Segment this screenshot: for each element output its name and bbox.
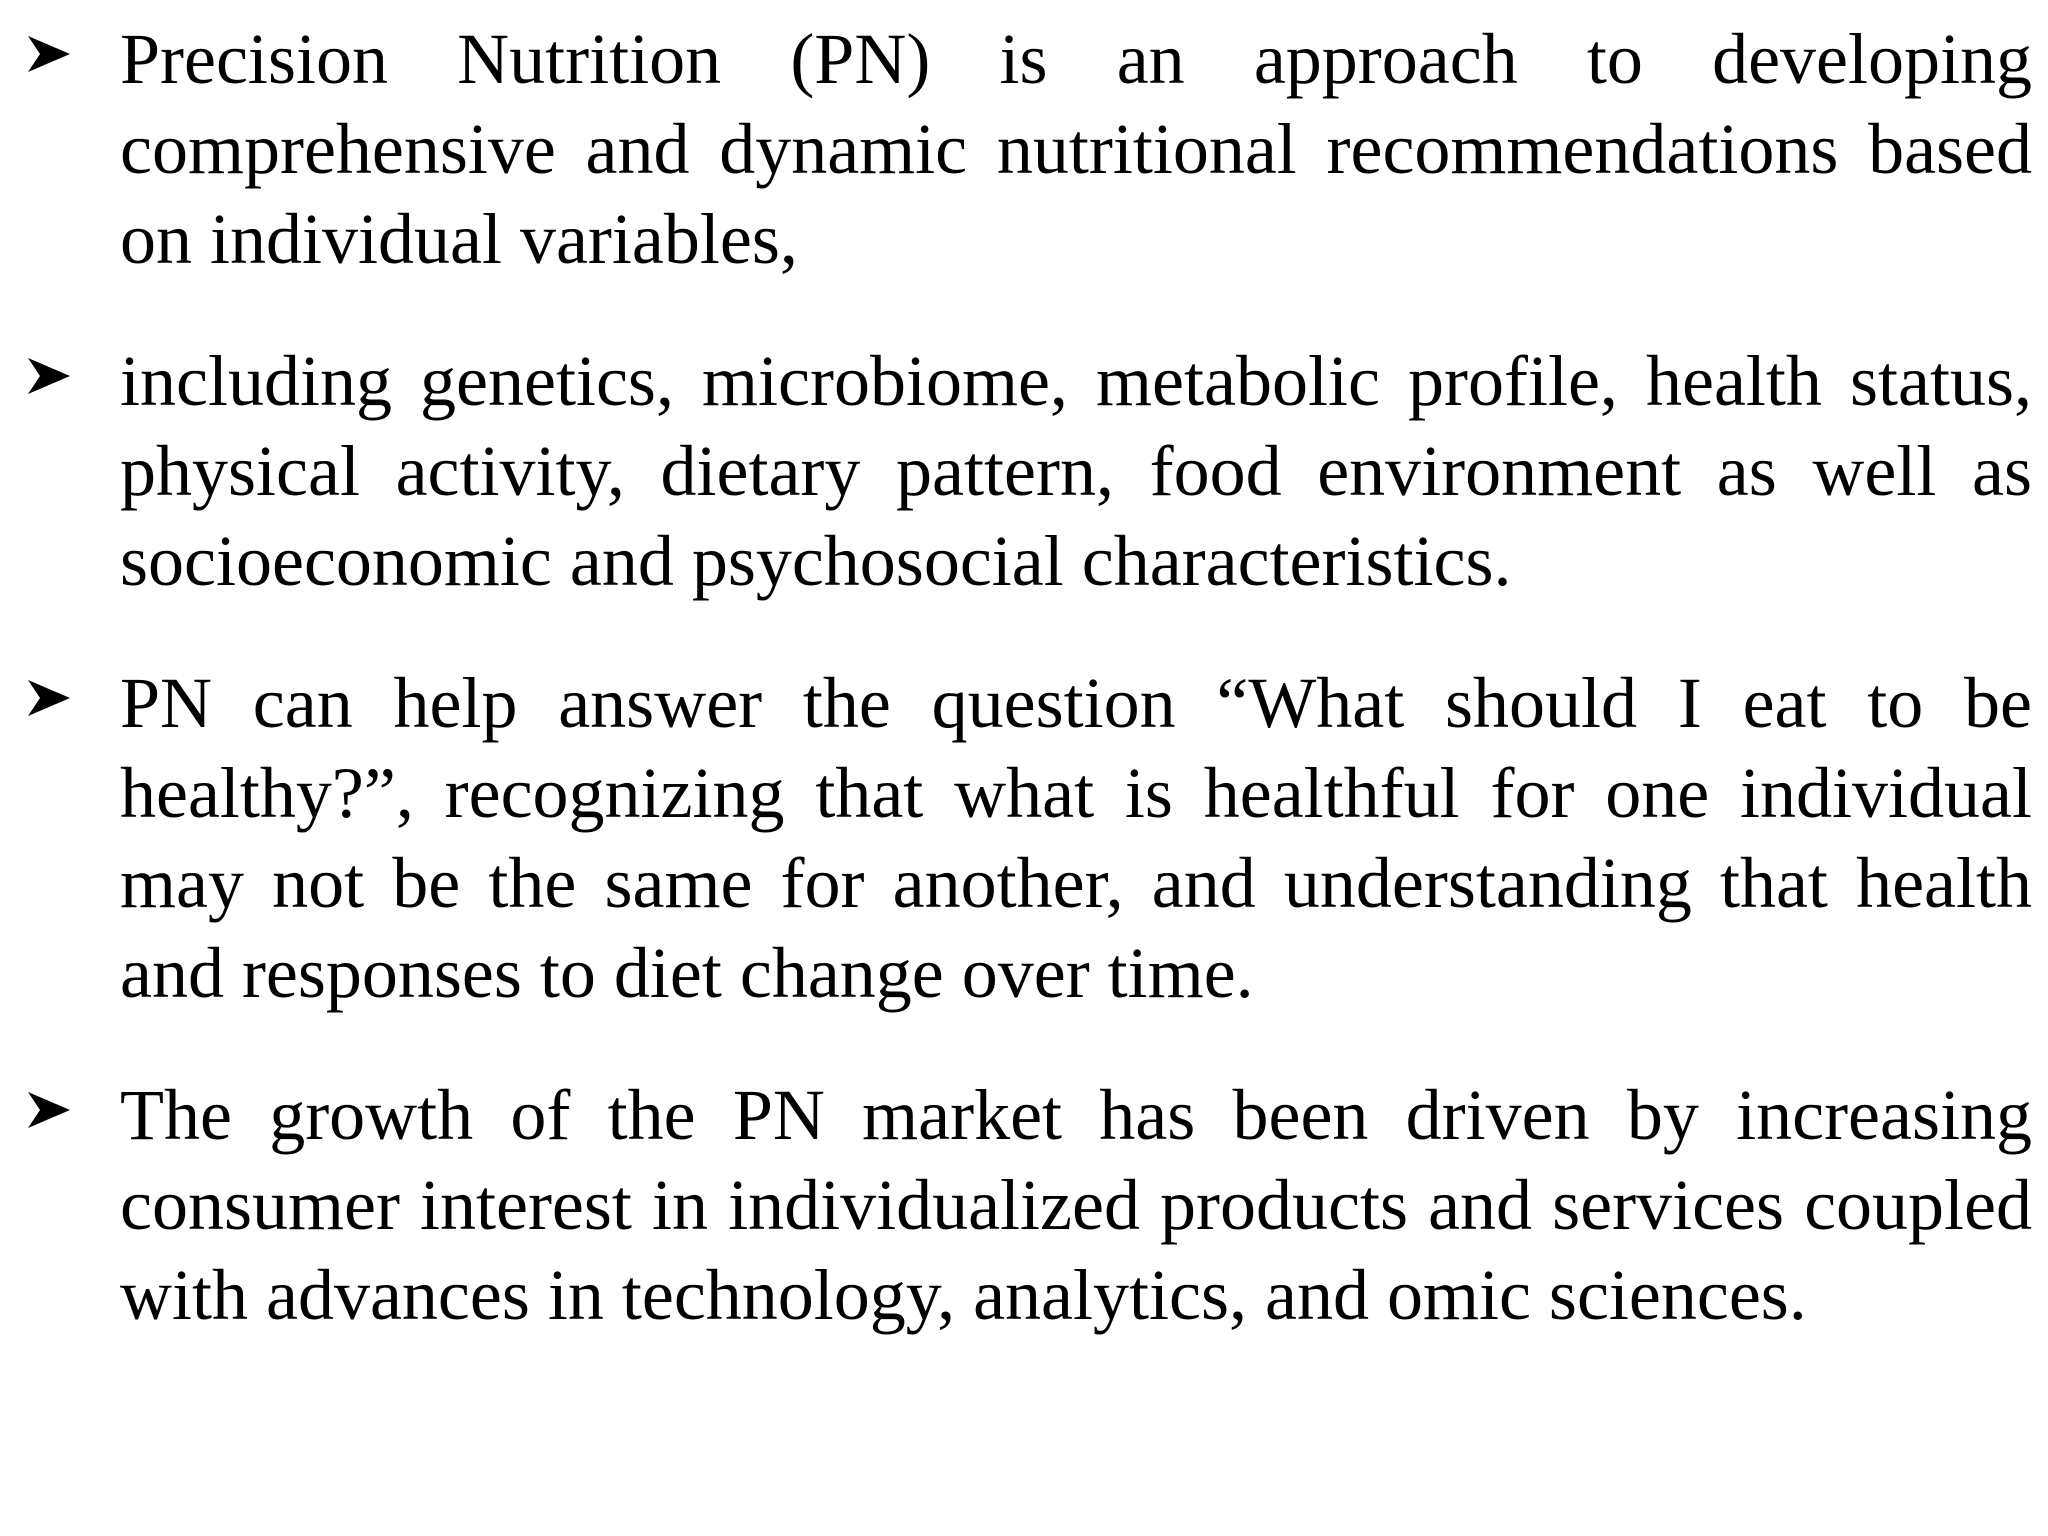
bullet-list: [26, 14, 2038, 1340]
arrowhead-bullet-icon: [26, 336, 120, 396]
bullet-text: The growth of the PN market has been driven by increasing consumer interest in individualized products and services coupled with advances in technology, analytics, and omic sciences.: [120, 1075, 2032, 1335]
bullet-item-3: [26, 658, 2038, 1018]
bullet-item-2: [26, 336, 2038, 606]
bullet-text: including genetics, microbiome, metabolic profile, health status, physical activity, dietary pattern, food environment as well as socioeconomic and psychosocial characteristics.: [120, 341, 2032, 601]
arrowhead-bullet-icon: [26, 14, 120, 74]
arrowhead-bullet-icon: [26, 658, 120, 718]
bullet-item-4: [26, 1070, 2038, 1340]
bullet-text: Precision Nutrition (PN) is an approach to developing comprehensive and dynamic nutritional recommendations based on individual variables,: [120, 19, 2032, 279]
bullet-text: PN can help answer the question “What should I eat to be healthy?”, recognizing that what is healthful for one individual may not be the same for another, and understanding that health and responses to diet change over time.: [120, 663, 2032, 1013]
arrowhead-bullet-icon: [26, 1070, 120, 1130]
bullet-item-1: [26, 14, 2038, 284]
